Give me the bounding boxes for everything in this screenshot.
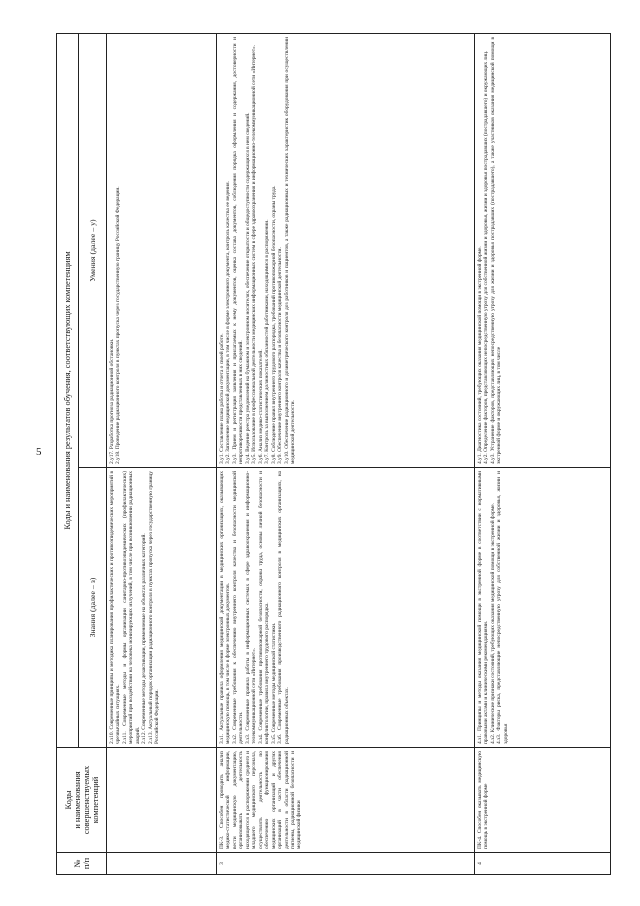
table-row bbox=[217, 33, 475, 874]
knowledge-cell bbox=[107, 468, 217, 748]
skill-item: 4.у3. Устранение факторов, представляющих непосредственную угрозу для жизни и здоровья пострадавших (пострадавшего), а также участников оказания медицинской помощи в экстренной форме и окружающих лиц, в том числе bbox=[489, 36, 503, 464]
competency-code bbox=[107, 748, 217, 853]
knowledge-item: 3.з3. Современные правила работы в информационных системах в сфере здравоохранения и информационно-телекоммуникационной сети «Интернет». bbox=[244, 471, 258, 744]
skill-item: 3.у5. Использование в профессиональной деятельности медицинских информационных систем в сфере здравоохранения и информационно-телекоммуникационной сети «Интернет». bbox=[251, 44, 258, 464]
knowledge-item: 4.з3. Факторы риска, представляющие непосредственную угрозу для собственной жизни и здоровья, жизни и здоровья bbox=[496, 471, 509, 744]
competency-code: ПК-4. Способен оказывать медицинскую помощь в экстренной форме bbox=[475, 748, 611, 853]
skills-cell bbox=[107, 33, 217, 467]
row-number bbox=[107, 853, 217, 875]
skill-item: 3.у2. Заполнение медицинской документации, в том числе в форме электронного документа, контроль качества ее ведения. bbox=[225, 181, 232, 464]
skill-item: 3.у4. Ведение реестра уведомлений на бумажном и электронном носителях, обеспечение открытости и общедоступности содержащихся в нем сведений. bbox=[244, 112, 251, 464]
page-number: 5 bbox=[36, 446, 42, 458]
skills-cell bbox=[475, 33, 611, 467]
knowledge-item: 4.з2. Клинические признаки состояний, требующих оказания медицинской помощи в экстренной форме. bbox=[489, 503, 496, 744]
knowledge-cell bbox=[475, 468, 611, 748]
header-skills: Умения (далее – у) bbox=[79, 33, 107, 467]
skill-item: 3.у3. Прием и регистрация заявления и прилагаемых к нему документов, оценка состава документов, соблюдения порядка оформления и содержания, достоверности и непротиворечивости представленных в них сведений. bbox=[231, 36, 245, 464]
row-number: 4 bbox=[475, 853, 611, 875]
skill-item: 4.у1. Диагностика состояний, требующих оказания медицинской помощи в экстренной форме. bbox=[477, 246, 483, 464]
competency-code: ПК-3. Способен проводить анализ медико-статистической информации, вести медицинскую документацию, организовывать деятельность находящегося в распоряжении среднего и младшего медицинского персонала, осуществлять деятельность по обеспечению функционирования медицинских организаций и других организаций в части обеспечения деятельности в области радиационной гигиены, радиационной безопасности и медицинской физики bbox=[217, 748, 475, 853]
knowledge-item: 2.з10. Современные принципы и методика планирования профилактических и противоэпидемических мероприятий в чрезвычайных ситуациях. bbox=[109, 471, 122, 744]
header-results: Коды и наименования результатов обучения, соответствующих компетенциям bbox=[57, 33, 79, 747]
row-number: 3 bbox=[217, 853, 475, 875]
knowledge-item: 3.з1. Актуальные правила оформления медицинской документации в медицинских организациях, оказывающих медицинскую помощь, в том числе в форме электронных документов. bbox=[219, 471, 232, 744]
header-number: № п/п bbox=[57, 853, 107, 875]
skills-cell bbox=[217, 33, 475, 467]
skill-item: 3.у8. Соблюдение правил внутреннего трудового распорядка, требований противопожарной безопасности, охраны труда. bbox=[270, 185, 277, 464]
knowledge-item: 3.з2. Современные требования к обеспечению внутреннего контроля качества и безопасности медицинской деятельности. bbox=[231, 471, 245, 744]
table-row bbox=[107, 33, 217, 874]
knowledge-item: 2.з12. Современные методы дезактивации, применяемые на объектах различных категорий. bbox=[141, 533, 148, 744]
skill-item: 3.у1. Составление плана работы и отчета о своей работе. bbox=[219, 333, 225, 464]
header-knowledge: Знания (далее – з) bbox=[79, 468, 107, 748]
skill-item: 3.у9. Обеспечение внутреннего контроля качества и безопасности медицинской деятельности. bbox=[277, 247, 284, 464]
rotated-table-container bbox=[56, 34, 611, 875]
skill-item: 4.у2. Определение факторов, представляющих непосредственную угрозу для собственной жизни и здоровья, жизни и здоровья пострадавших (пострадавшего) и окружающих лиц. bbox=[483, 50, 490, 464]
skill-item: 3.у7. Контроль за выполнением должностных обязанностей работниками, находящимися в распоряжении. bbox=[264, 219, 271, 464]
skill-item: 2.у17. Разработка прогноза радиационной обстановки. bbox=[109, 338, 115, 464]
knowledge-item: 2.з11. Современные методы и формы организации санитарно-противоэпидемических (профилактических) мероприятий при воздействии на человека ионизирующих излучений, в том числе при возникновении радиационных аварий. bbox=[121, 471, 141, 744]
skill-item: 3.у6. Анализ медико-статистических показателей. bbox=[257, 349, 264, 464]
competencies-table bbox=[56, 33, 611, 875]
skill-item: 3.у10. Обеспечение радиационного и дозиметрического контроля доз работников и пациентов, а также радиационных и технических характеристик оборудования при осуществлении медицинской деятельности. bbox=[283, 36, 296, 464]
knowledge-item: 2.з13. Актуальный порядок организации радиационного контроля в пунктах пропуска через государственную границу Российской Федерации. bbox=[147, 471, 161, 744]
skill-item: 2.у18. Проведение радиационного контроля в пунктах пропуска через государственную границу Российской Федерации. bbox=[115, 186, 122, 464]
knowledge-item: 3.з4. Современные требования противопожарной безопасности, охраны труда, основы личной безопасности и конфликтологии, правила внутреннего трудового распорядка. bbox=[257, 471, 271, 744]
knowledge-cell bbox=[217, 468, 475, 748]
table-row bbox=[475, 33, 611, 874]
knowledge-item: 3.з5. Современные методы медицинской статистики. bbox=[270, 622, 277, 744]
knowledge-item: 3.з6. Современные требования производственного радиационного контроля в медицинских организациях, на радиационных объектах. bbox=[277, 471, 290, 744]
header-codes: Коды и наименования совершенствуемых компетенций bbox=[57, 748, 107, 853]
knowledge-item: 4.з1. Принципы и методы оказания медицинской помощи в экстренной форме в соответствии с нормативными правовыми актами и клиническими рекомендациями. bbox=[477, 471, 490, 744]
